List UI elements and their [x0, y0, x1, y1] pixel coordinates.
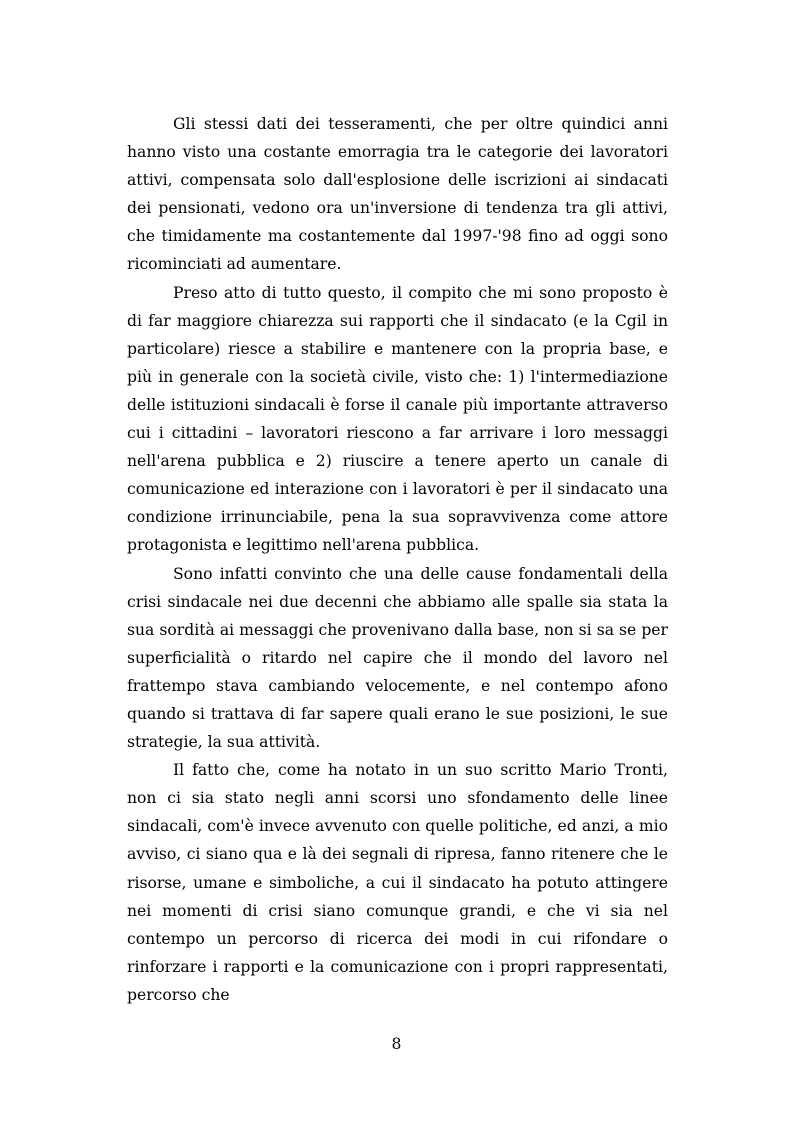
page-number: 8 [391, 1035, 402, 1053]
paragraph-4: Il fatto che, come ha notato in un suo scritto Mario Tronti, non ci sia stato negli anni scorsi uno sfondamento delle linee sindacali, com'è invece avvenuto con quelle politiche, ed anzi, a mio avviso, ci siano qua e là dei segnali di ripresa, fanno ritenere che le risorse, umane e simboliche, a cui il sindacato ha potuto attingere nei momenti di crisi siano comunque grandi, e che vi sia nel contempo un percorso di ricerca dei modi in cui rifondare o rinforzare i rapporti e la comunicazione con i propri rappresentati, percorso che [127, 761, 668, 1004]
body-text [127, 110, 668, 1009]
paragraph-1: Gli stessi dati dei tesseramenti, che per oltre quindici anni hanno visto una costante emorragia tra le categorie dei lavoratori attivi, compensata solo dall'esplosione delle iscrizioni ai sindacati dei pensionati, vedono ora un'inversione di tendenza tra gli attivi, che timidamente ma costantemente dal 1997-'98 fino ad oggi sono ricominciati ad aumentare. [127, 115, 668, 274]
paragraph-3: Sono infatti convinto che una delle cause fondamentali della crisi sindacale nei due decenni che abbiamo alle spalle sia stata la sua sordità ai messaggi che provenivano dalla base, non si sa se per superficialità o ritardo nel capire che il mondo del lavoro nel frattempo stava cambiando velocemente, e nel contempo afono quando si trattava di far sapere quali erano le sue posizioni, le sue strategie, la sua attività. [127, 564, 668, 752]
paragraph-2: Preso atto di tutto questo, il compito che mi sono proposto è di far maggiore chiarezza sui rapporti che il sindacato (e la Cgil in particolare) riesce a stabilire e mantenere con la propria base, e più in generale con la società civile, visto che: 1) l'intermediazione delle istituzioni sindacali è forse il canale più importante attraverso cui i cittadini – lavoratori riescono a far arrivare i loro messaggi nell'arena pubblica e 2) riuscire a tenere aperto un canale di comunicazione ed interazione con i lavoratori è per il sindacato una condizione irrinunciabile, pena la sua sopravvivenza come attore protagonista e legittimo nell'arena pubblica. [127, 283, 668, 555]
